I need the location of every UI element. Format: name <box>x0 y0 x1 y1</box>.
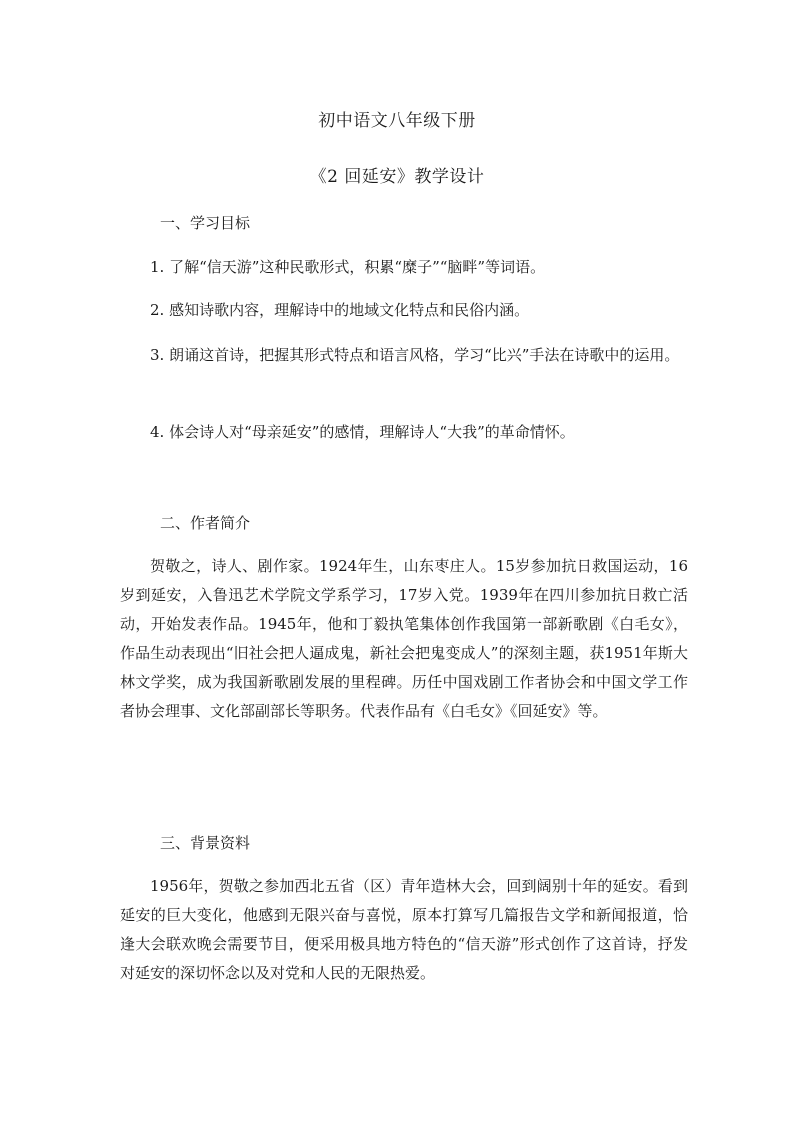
background-paragraph: 1956年，贺敬之参加西北五省（区）青年造林大会，回到阔别十年的延安。看到延安的巨大变化，他感到无限兴奋与喜悦，原本打算写几篇报告文学和新闻报道，恰逢大会联欢晚会需要节目，便采用极具地方特色的“信天游”形式创作了这首诗，抒发对延安的深切怀念以及对党和人民的无限热爱。 <box>120 877 688 982</box>
document-title: 初中语文八年级下册 <box>318 111 476 131</box>
section-heading-objectives: 一、学习目标 <box>160 214 251 232</box>
lesson-title: 《2 回延安》教学设计 <box>309 167 485 187</box>
objective-item-2: 2. 感知诗歌内容，理解诗中的地域文化特点和民俗内涵。 <box>150 301 530 319</box>
author-bio-paragraph: 贺敬之，诗人、剧作家。1924年生，山东枣庄人。15岁参加抗日救国运动，16岁到延安，入鲁迅艺术学院文学系学习，17岁入党。1939年在四川参加抗日救亡活动，开始发表作品。1945年，他和丁毅执笔集体创作我国第一部新歌剧《白毛女》，作品生动表现出“旧社会把人逼成鬼，新社会把鬼变成人”的深刻主题，获1951年斯大林文学奖，成为我国新歌剧发展的里程碑。历任中国戏剧工作者协会和中国文学工作者协会理事、文化部副部长等职务。代表作品有《白毛女》《回延安》等。 <box>120 557 688 720</box>
section-heading-author: 二、作者简介 <box>160 514 251 532</box>
section-heading-background: 三、背景资料 <box>160 834 251 852</box>
objective-item-3: 3. 朗诵这首诗，把握其形式特点和语言风格，学习“比兴”手法在诗歌中的运用。 <box>150 346 680 364</box>
objective-item-1: 1. 了解“信天游”这种民歌形式，积累“糜子”“脑畔”等词语。 <box>150 258 546 276</box>
objective-item-4: 4. 体会诗人对“母亲延安”的感情，理解诗人“大我”的革命情怀。 <box>150 423 575 441</box>
